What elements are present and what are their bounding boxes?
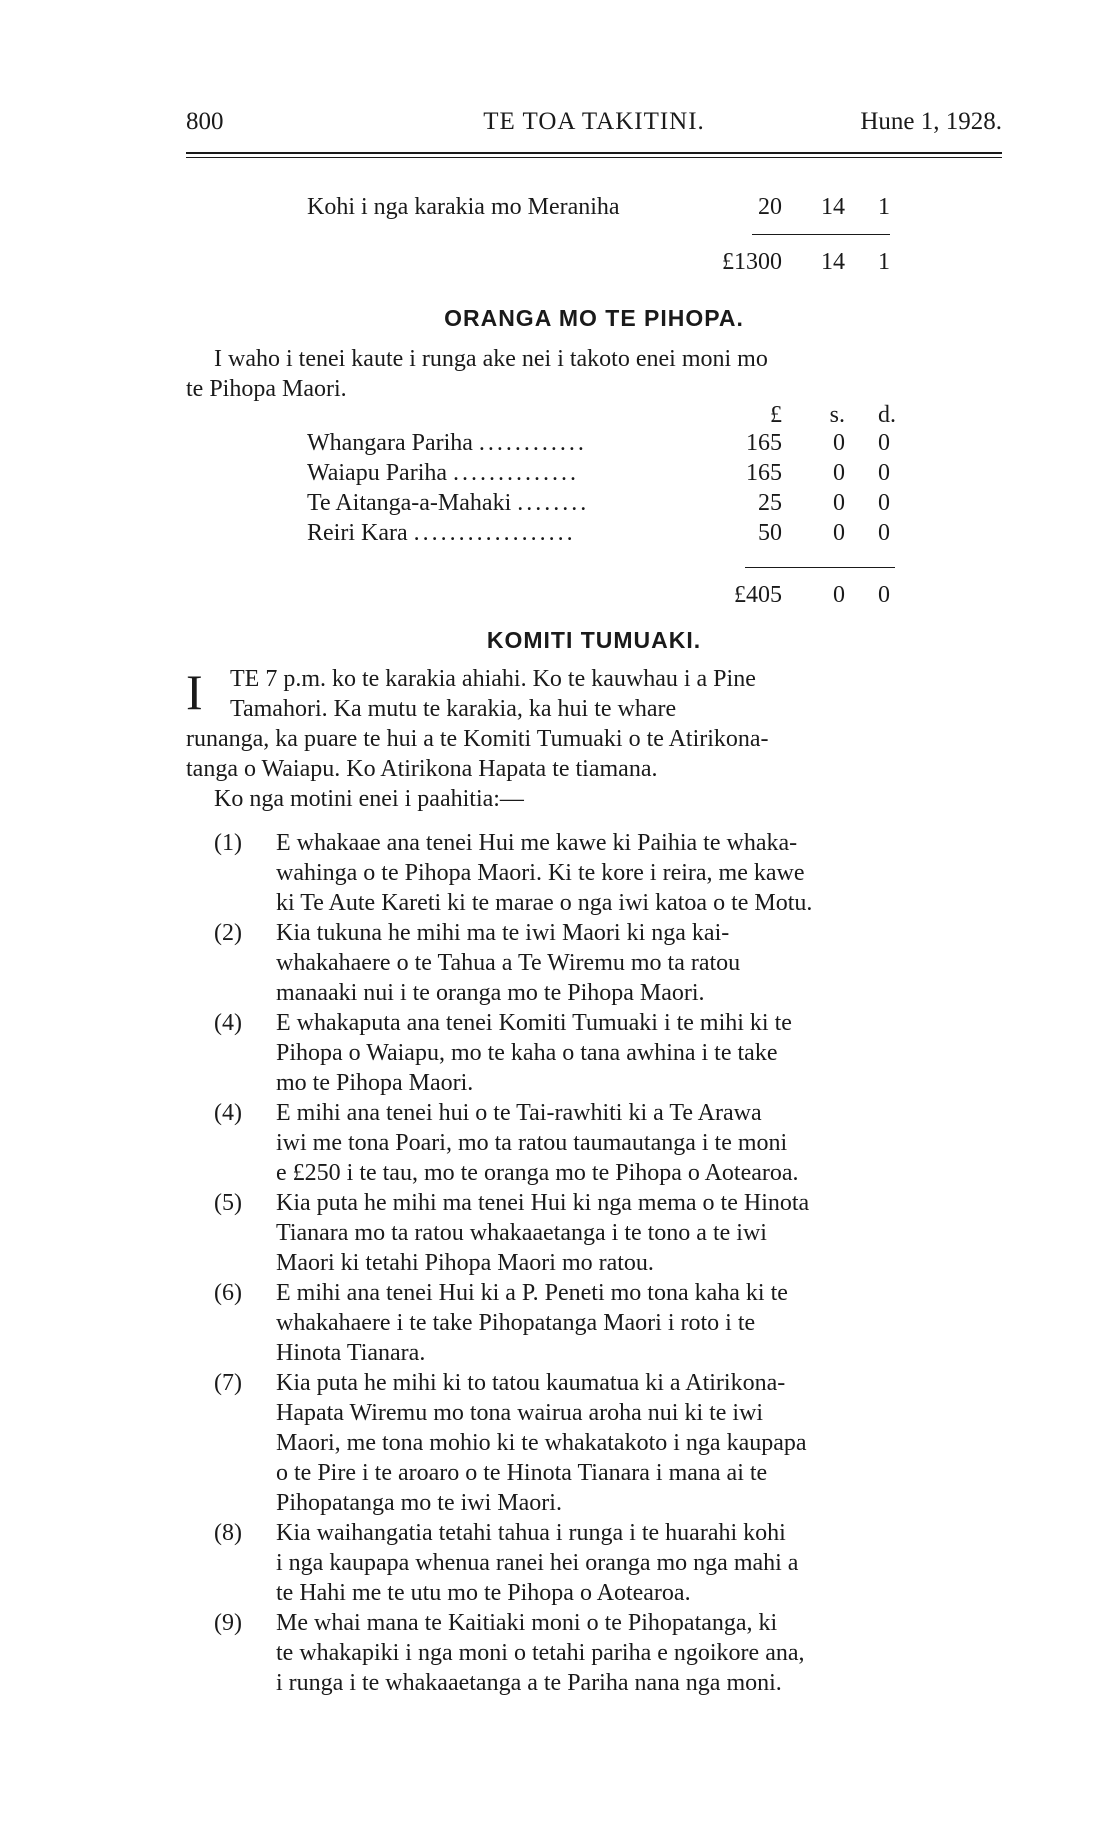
section1-total-pence: 0 <box>878 582 890 608</box>
header-rule-thin <box>186 157 1002 158</box>
section1-total-pounds: £405 <box>734 582 782 608</box>
col-header-shillings: s. <box>829 402 845 428</box>
collection-label: Kohi i nga karakia mo Meraniha <box>307 194 620 220</box>
motion-line: E whakaae ana tenei Hui me kawe ki Paihia te whaka- <box>276 830 798 856</box>
motion-number: (4) <box>214 1010 242 1036</box>
paragraph-line: TE 7 p.m. ko te karakia ahiahi. Ko te kauwhau i a Pine <box>230 666 756 692</box>
motion-number: (6) <box>214 1280 242 1306</box>
collection-pence: 1 <box>878 194 890 220</box>
table-row-label: Whangara Pariha ............ <box>307 430 587 456</box>
issue-date: Hune 1, 1928. <box>860 108 1002 135</box>
motion-line: E whakaputa ana tenei Komiti Tumuaki i te mihi ki te <box>276 1010 792 1036</box>
motion-line: e £250 i te tau, mo te oranga mo te Pihopa o Aotearoa. <box>276 1160 799 1186</box>
table-row-shillings: 0 <box>833 460 845 486</box>
motion-line: ki Te Aute Kareti ki te marae o nga iwi katoa o te Motu. <box>276 890 813 916</box>
collection-total-pence: 1 <box>878 249 890 275</box>
motion-line: Kia waihangatia tetahi tahua i runga i te huarahi kohi <box>276 1520 786 1546</box>
motion-number: (9) <box>214 1610 242 1636</box>
publication-title: TE TOA TAKITINI. <box>483 108 705 135</box>
motion-line: iwi me tona Poari, mo ta ratou taumautanga i te moni <box>276 1130 788 1156</box>
motion-line: i nga kaupapa whenua ranei hei oranga mo nga mahi a <box>276 1550 799 1576</box>
motion-line: Me whai mana te Kaitiaki moni o te Pihopatanga, ki <box>276 1610 778 1636</box>
section1-total-shillings: 0 <box>833 582 845 608</box>
motion-line: Hapata Wiremu mo tona wairua aroha nui ki te iwi <box>276 1400 764 1426</box>
motion-number: (1) <box>214 830 242 856</box>
motion-line: Maori ki tetahi Pihopa Maori mo ratou. <box>276 1250 654 1276</box>
col-header-pence: d. <box>878 402 896 428</box>
motion-line: E mihi ana tenei Hui ki a P. Peneti mo tona kaha ki te <box>276 1280 788 1306</box>
section-heading-oranga: ORANGA MO TE PIHOPA. <box>444 305 744 331</box>
motion-line: manaaki nui i te oranga mo te Pihopa Maori. <box>276 980 705 1006</box>
table-row-pounds: 165 <box>746 460 782 486</box>
paragraph-line: tanga o Waiapu. Ko Atirikona Hapata te tiamana. <box>186 756 658 782</box>
table-row-label: Reiri Kara .................. <box>307 520 576 546</box>
motion-line: Kia tukuna he mihi ma te iwi Maori ki nga kai- <box>276 920 730 946</box>
motion-line: i runga i te whakaaetanga a te Pariha nana nga moni. <box>276 1670 782 1696</box>
sum-rule <box>752 234 890 235</box>
paragraph-line: Tamahori. Ka mutu te karakia, ka hui te whare <box>230 696 677 722</box>
header-rule <box>186 152 1002 154</box>
table-row-pence: 0 <box>878 490 890 516</box>
motion-line: Hinota Tianara. <box>276 1340 426 1366</box>
intro-line: I waho i tenei kaute i runga ake nei i takoto enei moni mo <box>214 346 768 372</box>
table-row-pounds: 165 <box>746 430 782 456</box>
table-row-label: Waiapu Pariha .............. <box>307 460 580 486</box>
page-number: 800 <box>186 108 224 135</box>
paragraph-line: runanga, ka puare te hui a te Komiti Tumuaki o te Atirikona- <box>186 726 769 752</box>
motion-number: (8) <box>214 1520 242 1546</box>
table-row-pence: 0 <box>878 430 890 456</box>
motion-line: Kia puta he mihi ma tenei Hui ki nga mema o te Hinota <box>276 1190 810 1216</box>
collection-pounds: 20 <box>758 194 782 220</box>
section-heading-komiti: KOMITI TUMUAKI. <box>486 627 702 653</box>
motion-number: (2) <box>214 920 242 946</box>
table-row-pence: 0 <box>878 460 890 486</box>
table-row-shillings: 0 <box>833 490 845 516</box>
drop-initial: I <box>186 664 203 720</box>
motion-line: Pihopatanga mo te iwi Maori. <box>276 1490 562 1516</box>
motion-number: (5) <box>214 1190 242 1216</box>
table-row-pounds: 50 <box>758 520 782 546</box>
table-row-label: Te Aitanga-a-Mahaki ........ <box>307 490 590 516</box>
motion-number: (7) <box>214 1370 242 1396</box>
motion-line: o te Pire i te aroaro o te Hinota Tianara i mana ai te <box>276 1460 768 1486</box>
collection-total-pounds: £1300 <box>722 249 782 275</box>
table-row-shillings: 0 <box>833 520 845 546</box>
motion-line: Kia puta he mihi ki to tatou kaumatua ki a Atirikona- <box>276 1370 786 1396</box>
motion-line: mo te Pihopa Maori. <box>276 1070 474 1096</box>
motion-line: Maori, me tona mohio ki te whakatakoto i nga kaupapa <box>276 1430 807 1456</box>
table-row-pence: 0 <box>878 520 890 546</box>
collection-total-shillings: 14 <box>821 249 845 275</box>
motion-number: (4) <box>214 1100 242 1126</box>
motion-line: te Hahi me te utu mo te Pihopa o Aotearoa. <box>276 1580 691 1606</box>
motion-line: Tianara mo ta ratou whakaaetanga i te tono a te iwi <box>276 1220 767 1246</box>
collection-shillings: 14 <box>821 194 845 220</box>
col-header-pounds: £ <box>770 402 782 428</box>
table-row-shillings: 0 <box>833 430 845 456</box>
motion-line: te whakapiki i nga moni o tetahi pariha e ngoikore ana, <box>276 1640 805 1666</box>
motion-line: whakahaere o te Tahua a Te Wiremu mo ta ratou <box>276 950 741 976</box>
motion-line: E mihi ana tenei hui o te Tai-rawhiti ki a Te Arawa <box>276 1100 762 1126</box>
table-row-pounds: 25 <box>758 490 782 516</box>
motion-line: whakahaere i te take Pihopatanga Maori i roto i te <box>276 1310 756 1336</box>
sum-rule <box>745 567 895 568</box>
running-header <box>186 108 1002 142</box>
paragraph-line: Ko nga motini enei i paahitia:— <box>214 786 524 812</box>
motion-line: wahinga o te Pihopa Maori. Ki te kore i reira, me kawe <box>276 860 805 886</box>
motion-line: Pihopa o Waiapu, mo te kaha o tana awhina i te take <box>276 1040 778 1066</box>
intro-line: te Pihopa Maori. <box>186 376 347 402</box>
